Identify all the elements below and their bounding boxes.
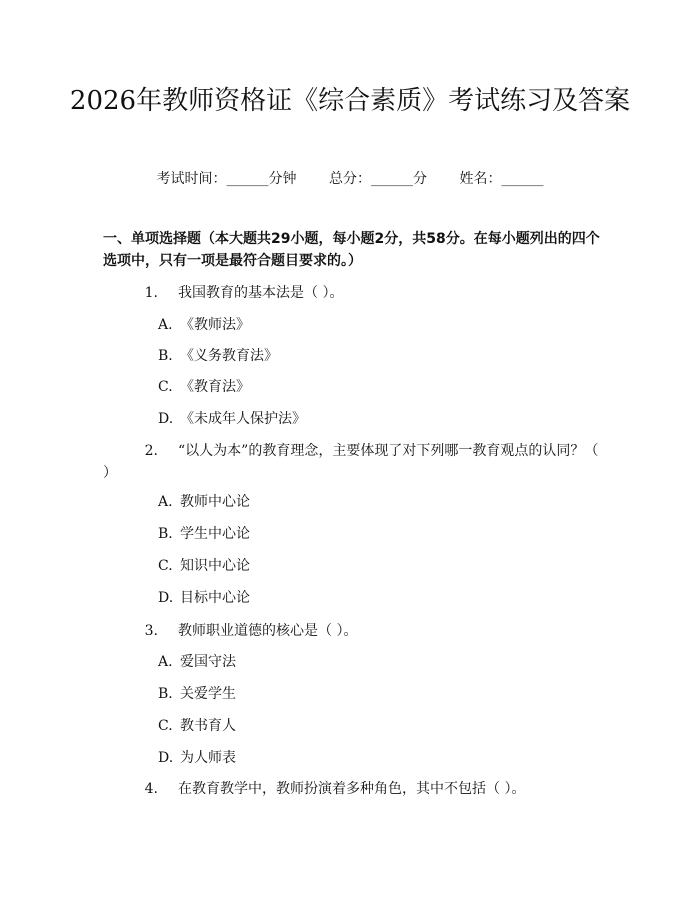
question-text: “以人为本”的教育理念，主要体现了对下列哪一教育观点的认同？（ ） — [103, 443, 599, 481]
section-heading: 一、单项选择题（本大题共29小题，每小题2分，共58分。在每小题列出的四个选项中，只有一项是最符合题目要求的。） — [103, 231, 600, 269]
option-letter: B. — [158, 348, 173, 364]
exam-info-line — [0, 168, 700, 188]
option-2a — [158, 492, 250, 512]
option-text: 《义务教育法》 — [180, 348, 278, 364]
option-letter: B. — [158, 686, 173, 702]
option-letter: A. — [158, 317, 173, 333]
question-1 — [103, 282, 603, 304]
question-text: 我国教育的基本法是（ ）。 — [178, 285, 344, 301]
option-text: 《教师法》 — [180, 317, 250, 333]
option-text: 为人师表 — [180, 750, 236, 766]
option-1b — [158, 346, 278, 366]
option-letter: A. — [158, 654, 173, 670]
option-1c — [158, 377, 250, 397]
option-3c — [158, 716, 236, 736]
option-letter: C. — [158, 718, 173, 734]
question-4 — [103, 778, 603, 800]
name-field: 姓名：______ — [459, 171, 544, 187]
option-letter: D. — [158, 750, 174, 766]
option-text: 学生中心论 — [180, 526, 250, 542]
option-text: 《教育法》 — [180, 379, 250, 395]
option-letter: A. — [158, 494, 173, 510]
option-2d — [158, 588, 250, 608]
option-text: 教师中心论 — [180, 494, 250, 510]
question-3 — [103, 620, 603, 642]
exam-time-field: 考试时间：______分钟 — [156, 171, 297, 187]
option-text: 教书育人 — [180, 718, 236, 734]
option-letter: D. — [158, 411, 174, 427]
question-2 — [103, 440, 603, 484]
option-3d — [158, 748, 236, 768]
question-text: 在教育教学中，教师扮演着多种角色，其中不包括（ ）。 — [178, 781, 526, 797]
option-text: 目标中心论 — [180, 590, 250, 606]
option-letter: C. — [158, 558, 173, 574]
question-number: 2. — [144, 443, 158, 459]
option-letter: C. — [158, 379, 173, 395]
question-number: 4. — [144, 781, 158, 797]
option-1a — [158, 315, 250, 335]
question-number: 1. — [144, 285, 158, 301]
option-text: 爱国守法 — [180, 654, 236, 670]
option-text: 知识中心论 — [180, 558, 250, 574]
question-text: 教师职业道德的核心是（ ）。 — [178, 623, 358, 639]
option-2c — [158, 556, 250, 576]
total-score-field: 总分：______分 — [329, 171, 427, 187]
question-number: 3. — [144, 623, 158, 639]
option-letter: B. — [158, 526, 173, 542]
page-title: 2026年教师资格证《综合素质》考试练习及答案 — [69, 86, 631, 116]
option-letter: D. — [158, 590, 174, 606]
option-3a — [158, 652, 236, 672]
option-2b — [158, 524, 250, 544]
option-text: 关爱学生 — [180, 686, 236, 702]
option-3b — [158, 684, 236, 704]
option-text: 《未成年人保护法》 — [180, 411, 306, 427]
option-1d — [158, 409, 306, 429]
